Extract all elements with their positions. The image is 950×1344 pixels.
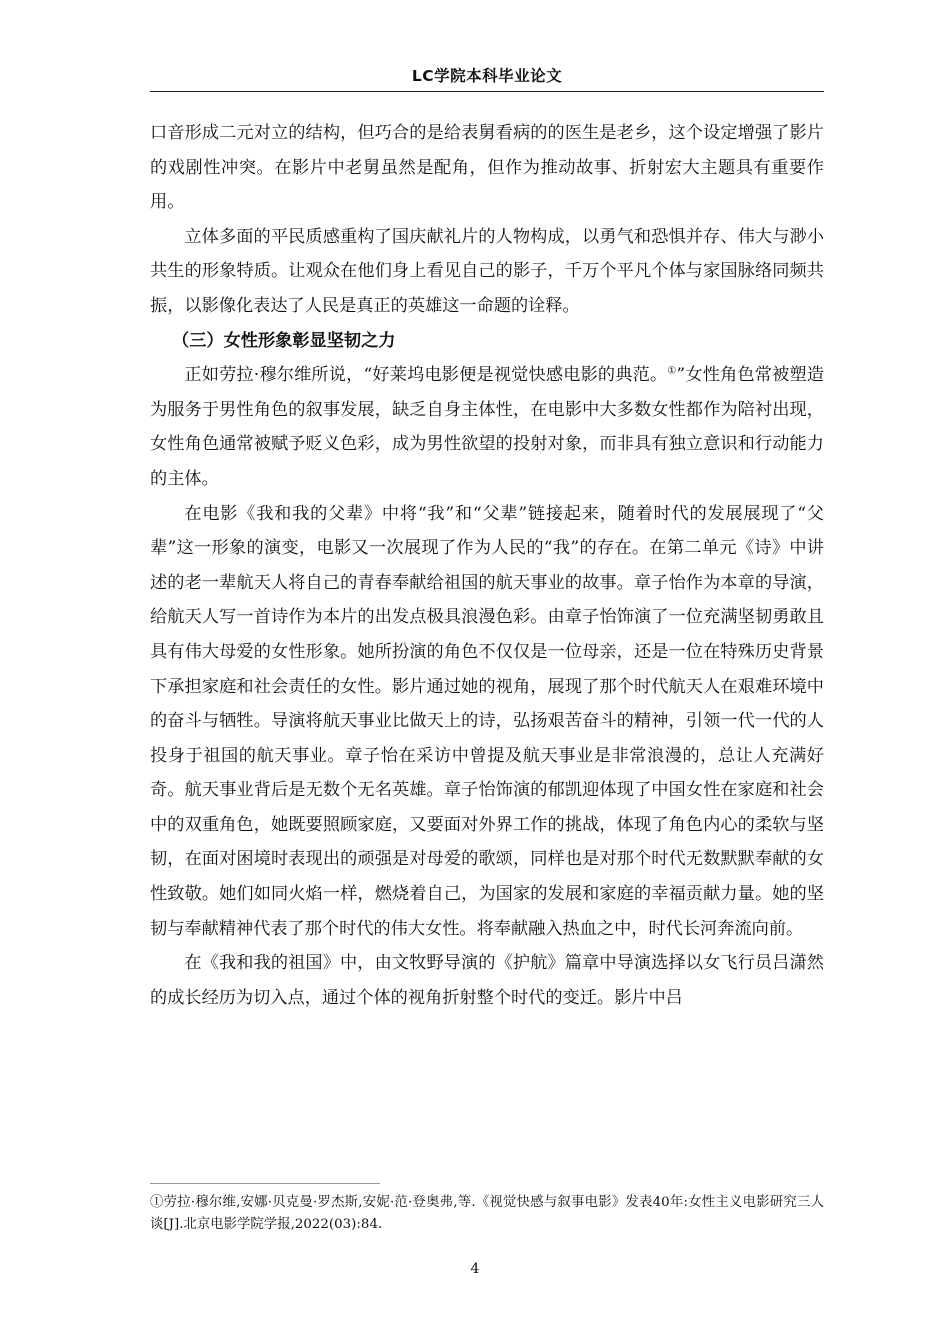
main-text	[150, 116, 824, 1015]
paragraph-continued: 口音形成二元对立的结构，但巧合的是给表舅看病的的医生是老乡，这个设定增强了影片的戏剧性冲突。在影片中老舅虽然是配角，但作为推动故事、折射宏大主题具有重要作用。	[150, 123, 824, 213]
page-header-title: LC学院本科毕业论文	[411, 67, 563, 85]
page-number: 4	[470, 1261, 480, 1277]
paragraph: 立体多面的平民质感重构了国庆献礼片的人物构成，以勇气和恐惧并存、伟大与渺小共生的形象特质。让观众在他们身上看见自己的影子，千万个平凡个体与家国脉络同频共振，以影像化表达了人民是真正的英雄这一命题的诠释。	[150, 226, 824, 316]
paragraph-with-footnote	[150, 358, 824, 496]
footnote: ①劳拉·穆尔维,安娜·贝克曼·罗杰斯,安妮·范·登奥弗,等.《视觉快感与叙事电影》发表40年:女性主义电影研究三人谈[J].北京电影学院学报,2022(03):84.	[150, 1195, 824, 1232]
paragraph-text: ”女性角色常被塑造为服务于男性角色的叙事发展，缺乏自身主体性，在电影中大多数女性都作为陪衬出现，女性角色通常被赋予贬义色彩，成为男性欲望的投射对象，而非具有独立意识和行动能力的主体。	[150, 365, 824, 489]
paragraph: 在《我和我的祖国》中，由文牧野导演的《护航》篇章中导演选择以女飞行员吕潇然的成长经历为切入点，通过个体的视角折射整个时代的变迁。影片中吕	[150, 953, 824, 1008]
paragraph: 在电影《我和我的父辈》中将“我”和“父辈”链接起来，随着时代的发展展现了“父辈”这一形象的演变，电影又一次展现了作为人民的“我”的存在。在第二单元《诗》中讲述的老一辈航天人将自己的青春奉献给祖国的航天事业的故事。章子怡作为本章的导演，给航天人写一首诗作为本片的出发点极具浪漫色彩。由章子怡饰演了一位充满坚韧勇敢且具有伟大母爱的女性形象。她所扮演的角色不仅仅是一位母亲，还是一位在特殊历史背景下承担家庭和社会责任的女性。影片通过她的视角，展现了那个时代航天人在艰难环境中的奋斗与牺牲。导演将航天事业比做天上的诗，弘扬艰苦奋斗的精神，引领一代一代的人投身于祖国的航天事业。章子怡在采访中曾提及航天事业是非常浪漫的，总让人充满好奇。航天事业背后是无数个无名英雄。章子怡饰演的郁凯迎体现了中国女性在家庭和社会中的双重角色，她既要照顾家庭，又要面对外界工作的挑战，体现了角色内心的柔软与坚韧，在面对困境时表现出的顽强是对母爱的歌颂，同样也是对那个时代无数默默奉献的女性致敬。她们如同火焰一样，燃烧着自己，为国家的发展和家庭的幸福贡献力量。她的坚韧与奉献精神代表了那个时代的伟大女性。将奉献融入热血之中，时代长河奔流向前。	[150, 503, 824, 939]
header-divider	[150, 91, 824, 92]
section-heading: （三）女性形象彰显坚韧之力	[172, 330, 396, 351]
footnote-ref[interactable]: ①	[667, 365, 677, 377]
footnote-divider	[150, 1183, 380, 1184]
paragraph-text: 正如劳拉·穆尔维所说，“好莱坞电影便是视觉快感电影的典范。	[184, 365, 668, 386]
